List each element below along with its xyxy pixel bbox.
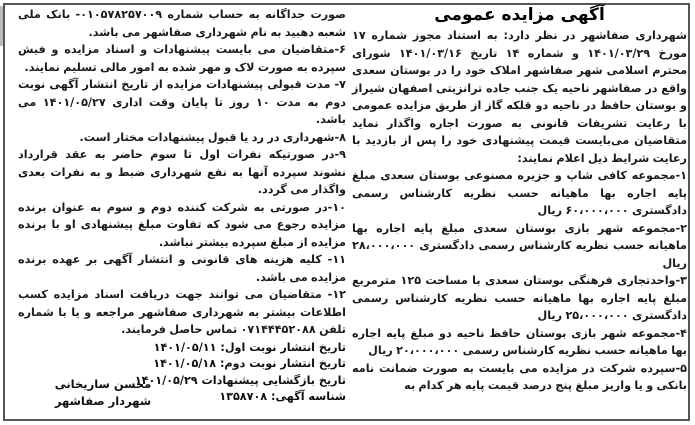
condition-item-6: ۶-متقاضیان می بایست پیشنهادات و اسناد مزایده و فیش سپرده به صورت لاک و مهر شده به امور مالی تسلیم نمایند. — [18, 43, 346, 74]
first-publication-date: تاریخ انتشار نوبت اول: ۱۴۰۱/۰۵/۱۱ — [153, 340, 346, 354]
condition-item-8: ۸-شهرداری در رد یا قبول پیشنهادات مختار است. — [79, 130, 346, 144]
notice-intro: شهرداری صفاشهر در نظر دارد: به استناد مجوز شماره ۱۷ مورخ ۱۴۰۱/۰۳/۲۹ و شماره ۱۴ تاریخ ۱۴۰۱/۰۳/۱۶ شورای محترم اسلامی شهر صفاشهر املاک خود را در بوستان سعدی واقع در صفاشهر ناحیه یک جنب جاده ترانزیتی اصفهان شیراز و بوستان حافظ در ناحیه دو قلکه گاز از طریق مزایده عمومی با رعایت تشریفات قانونی به صورت اجاره واگذار نماید متقاضیان می‌بایست قیمت پیشنهادی خود را پس از بازدید با رعایت شرایط ذیل اعلام نمایند: — [352, 29, 687, 165]
opening-date: تاریخ بازگشایی پیشنهادات ۱۴۰۱/۰۵/۲۹ — [134, 373, 346, 387]
condition-item-4: ۴-مجموعه شهر بازی بوستان حافظ ناحیه دو مبلغ پایه اجاره بها ماهیانه حسب نظریه کارشناس رسمی ۲۰،۰۰۰،۰۰۰ ریال — [352, 326, 687, 357]
notice-id: شناسه آگهی: ۱۳۵۸۷۰۸ — [219, 390, 346, 403]
notice-title: آگهی مزایده عمومی — [434, 5, 605, 25]
condition-item-5: ۵-سپرده شرکت در مزایده می بایست به صورت ضمانت نامه بانکی و یا واریز مبلغ پنج درصد قیمت پایه هر کدام به — [352, 361, 687, 392]
condition-item-1: ۱-مجموعه کافی شاپ و جزیره مصنوعی بوستان سعدی مبلغ پایه اجاره بها ماهیانه حسب نظریه کارشناس رسمی دادگستری ۶۰،۰۰۰،۰۰۰ ریال — [352, 169, 687, 217]
signer-role: شهردار صفاشهر — [54, 394, 152, 408]
left-column — [18, 6, 346, 416]
second-publication-date: تاریخ انتشار نوبت دوم: ۱۴۰۱/۰۵/۱۸ — [153, 357, 346, 370]
condition-item-12: ۱۲- متقاضیان می توانند جهت دریافت اسناد مزایده کسب اطلاعات بیشتر به شهرداری صفاشهر مراجعه و یا با شماره تلفن ۰۷۱۴۴۴۵۲۰۸۸ تماس حاصل فرمایند. — [18, 288, 346, 336]
condition-item-7: ۷- مدت قبولی پیشنهادات مزایده از تاریخ انتشار آگهی نوبت دوم به مدت ۱۰ روز تا پایان وقت اداری ۱۴۰۱/۰۵/۲۷ می باشد. — [18, 78, 346, 126]
condition-item-11: ۱۱- کلیه هزینه های قانونی و انتشار آگهی بر عهده برنده مزایده می باشد. — [18, 253, 346, 284]
condition-item-10: ۱۰-در صورتی به شرکت کننده دوم و سوم به عنوان برنده مزایده رجوع می شود که تفاوت مبلغ پیشنهادی او با برنده مزایده از مبلغ سپرده بیشتر نباشد. — [18, 200, 346, 249]
condition-item-2: ۲-مجموعه شهر بازی بوستان سعدی مبلغ پایه اجاره بها ماهیانه حسب نظریه کارشناس رسمی دادگستری ۲۸،۰۰۰،۰۰۰ ریال — [352, 221, 687, 270]
right-column — [352, 4, 687, 420]
condition-item-3: ۳-واحدتجاری فرهنگی بوستان سعدی با مساحت ۱۲۵ مترمربع مبلغ پایه اجاره بها ماهیانه حسب نظریه کارشناس رسمی دادگستری ۲۵،۰۰۰،۰۰۰ ریال — [352, 274, 687, 322]
signer-name: محسن ساریخانی — [54, 377, 152, 391]
signature-block — [18, 376, 188, 410]
condition-item-5-cont: صورت جداگانه به حساب شماره ۰۱۰۵۷۸۲۵۷۰۰۹- بانک ملی شعبه دهبید به نام شهرداری صفاشهر می باشد. — [18, 8, 346, 39]
condition-item-9: ۹-در صورتیکه نفرات اول تا سوم حاضر به عقد قرارداد نشوند سپرده آنها به نفع شهرداری ضبط و به نفرات بعدی واگذار می گردد. — [18, 148, 346, 196]
